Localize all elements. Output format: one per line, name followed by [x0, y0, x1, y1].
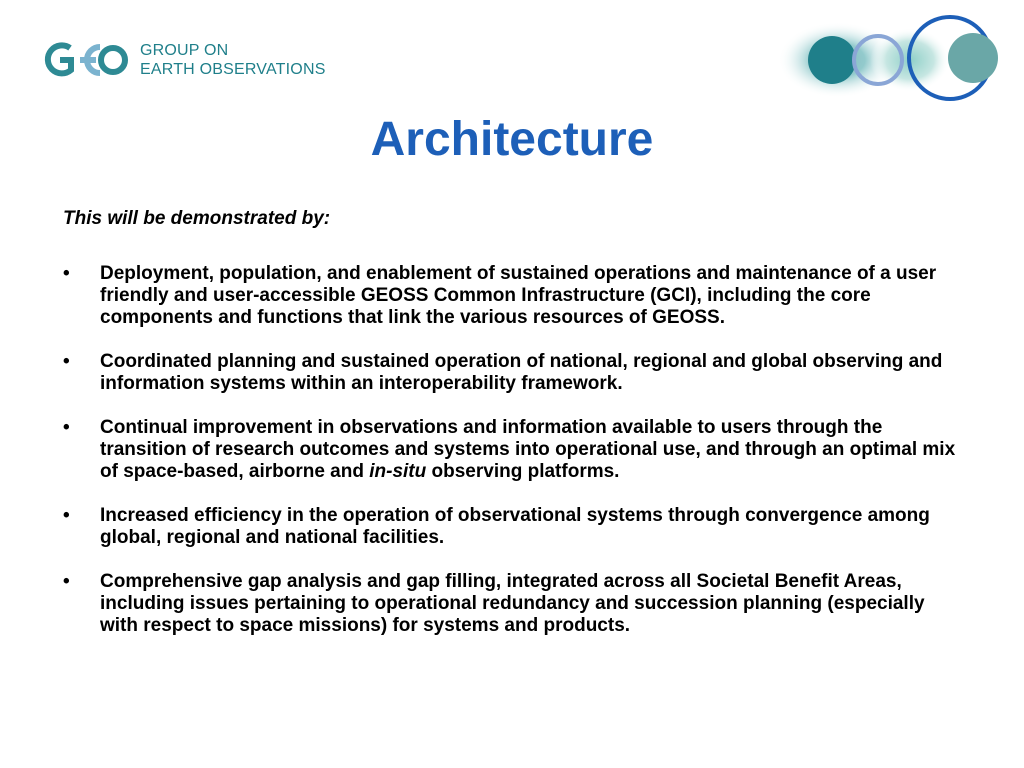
bullet-dot: • [63, 571, 70, 592]
bullet-dot: • [63, 351, 70, 372]
bullet-dot: • [63, 417, 70, 438]
bullet-text: Deployment, population, and enablement of sustained operations and maintenance of a user friendly and user-accessible GEOSS Common Infrastructure (GCI), including the core components and functions that link the various resources of GEOSS. [100, 263, 937, 328]
bullet-text [100, 417, 955, 482]
bullet-text-post: observing platforms. [426, 461, 620, 482]
bullet-dot: • [63, 505, 70, 526]
bullet-item-2 [63, 351, 963, 395]
bullet-dot: • [63, 263, 70, 284]
bullet-text: Increased efficiency in the operation of observational systems through convergence among global, regional and national facilities. [100, 505, 930, 548]
geo-circles-graphic [770, 10, 1010, 115]
slide-title: Architecture [370, 113, 654, 166]
bullet-item-4 [63, 505, 963, 549]
bullet-item-1 [63, 263, 963, 329]
bullet-text-pre: Continual improvement in observations and information available to users through the transition of research outcomes and systems into operational use, and through an optimal mix of space-based, airborne and [100, 417, 956, 482]
bullet-text-emphasis: in-situ [369, 461, 427, 482]
bullet-text: Comprehensive gap analysis and gap filling, integrated across all Societal Benefit Areas, including issues pertaining to operational redundancy and succession planning (especially with respect to space missions) for systems and products. [100, 571, 925, 636]
intro-text: This will be demonstrated by: [63, 208, 331, 229]
bullet-text: Coordinated planning and sustained operation of national, regional and global observing and information systems within an interoperability framework. [100, 351, 943, 394]
geo-logo [40, 38, 326, 82]
geo-logo-mark [40, 38, 130, 82]
logo-line-1: GROUP ON [140, 42, 229, 59]
bullet-item-5 [63, 571, 963, 637]
bullet-item-3 [63, 417, 963, 483]
bullet-list [63, 263, 963, 659]
logo-line-2: EARTH OBSERVATIONS [140, 61, 326, 78]
logo-text [140, 41, 326, 79]
